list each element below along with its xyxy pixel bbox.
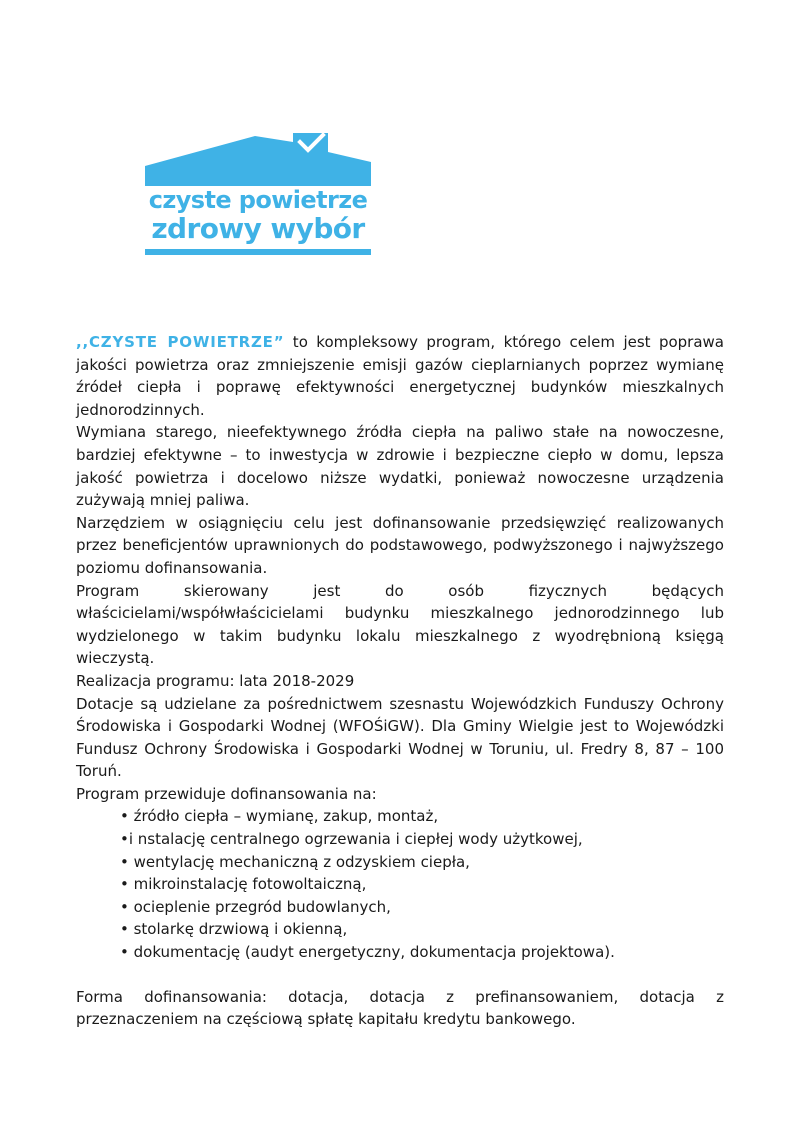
list-item: • dokumentację (audyt energetyczny, dokumentacja projektowa). xyxy=(120,943,615,962)
logo-text-line1: czyste powietrze xyxy=(148,186,368,214)
list-item: • mikroinstalację fotowoltaiczną, xyxy=(120,875,367,894)
program-name: ,,CZYSTE POWIETRZE” xyxy=(76,333,285,351)
logo-underline xyxy=(145,249,371,255)
list-item: •i nstalację centralnego ogrzewania i ciepłej wody użytkowej, xyxy=(120,830,583,849)
paragraph-tool: Narzędziem w osiągnięciu celu jest dofinansowanie przedsięwzięć realizowanych przez beneficjentów uprawnionych do podstawowego, podwyższonego i najwyższego poziomu dofinansowania. xyxy=(76,513,724,577)
paragraph-funding-intro: Program przewiduje dofinansowania na: xyxy=(76,784,377,803)
paragraph-replacement: Wymiana starego, nieefektywnego źródła ciepła na paliwo stałe na nowoczesne, bardziej efektywne – to inwestycja w zdrowie i bezpieczne ciepło w domu, lepsza jakość powietrza i docelowo niższe wydatki, ponieważ nowoczesne urządzenia zużywają mniej paliwa. xyxy=(76,423,724,510)
list-item: • stolarkę drzwiową i okienną, xyxy=(120,920,348,939)
intro-paragraph xyxy=(76,331,724,421)
program-logo xyxy=(143,128,373,260)
list-item: • źródło ciepła – wymianę, zakup, montaż, xyxy=(120,807,439,826)
intro-text: to kompleksowy program, którego celem jest poprawa jakości powietrza oraz zmniejszenie emisji gazów cieplarnianych poprzez wymianę źródeł ciepła i poprawę efektywności energetycznej budynków mieszkalnych jednorodzinnych. xyxy=(76,333,724,419)
paragraph-funding-form: Forma dofinansowania: dotacja, dotacja z prefinansowaniem, dotacja z przeznaczeniem na częściową spłatę kapitału kredytu bankowego. xyxy=(76,987,724,1029)
paragraph-period: Realizacja programu: lata 2018-2029 xyxy=(76,671,355,690)
benefits-list xyxy=(76,805,724,963)
list-item: • wentylację mechaniczną z odzyskiem ciepła, xyxy=(120,852,470,871)
house-roof-checkmark-icon xyxy=(143,128,373,188)
logo-text-line2: zdrowy wybór xyxy=(151,212,365,245)
list-item: • ocieplenie przegród budowlanych, xyxy=(120,897,391,916)
paragraph-grants: Dotacje są udzielane za pośrednictwem szesnastu Wojewódzkich Funduszy Ochrony Środowiska i Gospodarki Wodnej (WFOŚiGW). Dla Gminy Wielgie jest to Wojewódzki Fundusz Ochrony Środowiska i Gospodarki Wodnej w Toruniu, ul. Fredry 8, 87 – 100 Toruń. xyxy=(76,694,724,781)
paragraph-target: Program skierowany jest do osób fizycznych będących właścicielami/współwłaścicielami budynku mieszkalnego jednorodzinnego lub wydzielonego w takim budynku lokalu mieszkalnego z wyodrębnioną księgą wieczystą. xyxy=(76,581,724,668)
document-body xyxy=(76,331,724,1031)
